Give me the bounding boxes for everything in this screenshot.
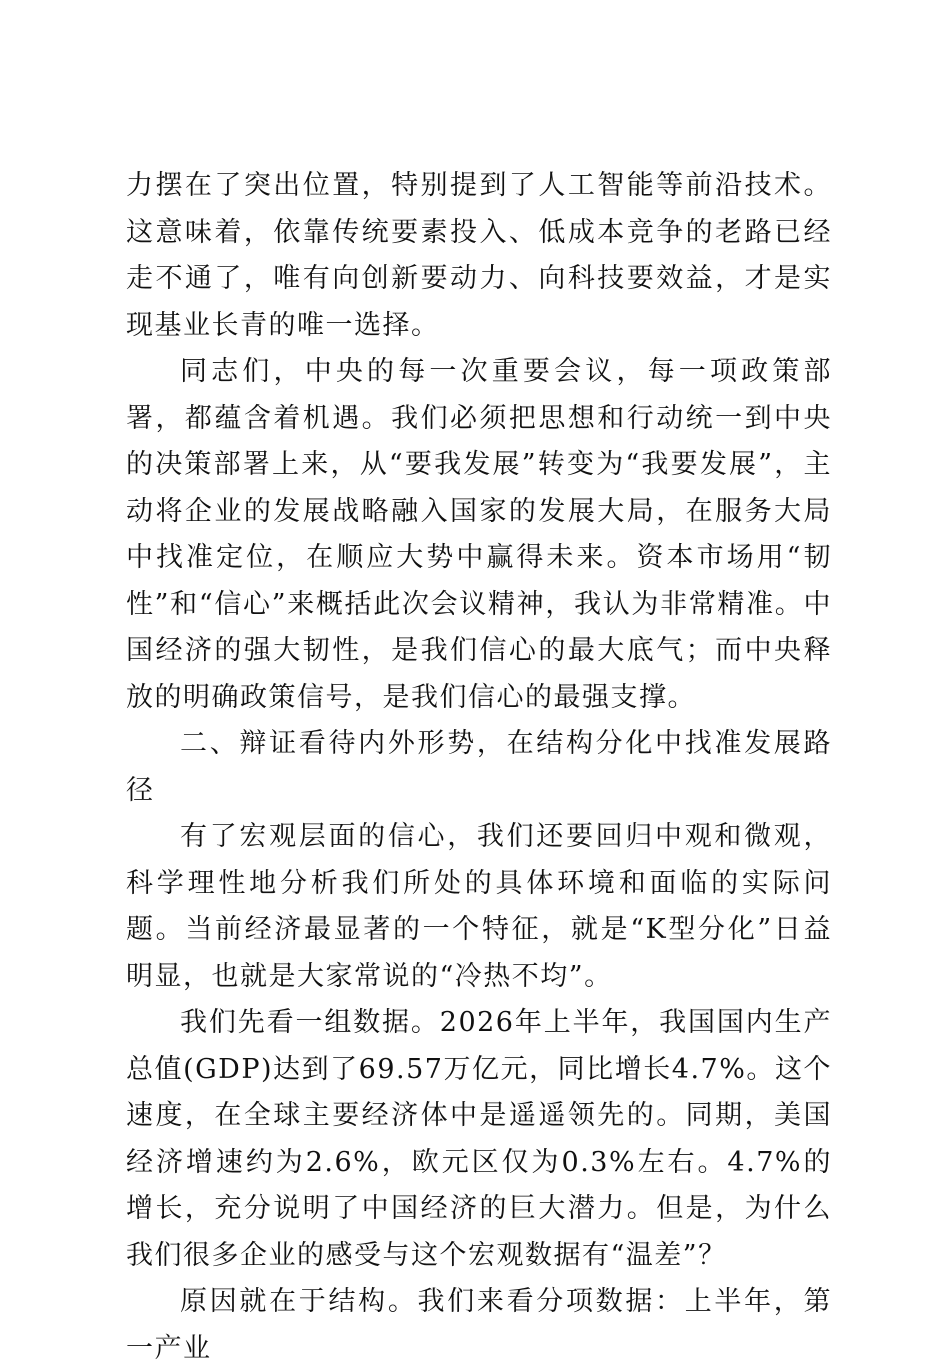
document-body	[126, 163, 832, 1372]
paragraph-5: 原因就在于结构。我们来看分项数据：上半年，第一产业	[126, 1286, 832, 1364]
paragraph-2: 同志们，中央的每一次重要会议，每一项政策部署，都蕴含着机遇。我们必须把思想和行动统一到中央的决策部署上来，从“要我发展”转变为“我要发展”，主动将企业的发展战略融入国家的发展大局，在服务大局中找准定位，在顺应大势中赢得未来。资本市场用“韧性”和“信心”来概括此次会议精神，我认为非常精准。中国经济的强大韧性，是我们信心的最大底气；而中央释放的明确政策信号，是我们信心的最强支撑。	[126, 356, 832, 713]
paragraph-3: 有了宏观层面的信心，我们还要回归中观和微观，科学理性地分析我们所处的具体环境和面临的实际问题。当前经济最显著的一个特征，就是“K型分化”日益明显，也就是大家常说的“冷热不均”。	[126, 821, 832, 992]
paragraph-1: 力摆在了突出位置，特别提到了人工智能等前沿技术。这意味着，依靠传统要素投入、低成本竞争的老路已经走不通了，唯有向创新要动力、向科技要效益，才是实现基业长青的唯一选择。	[126, 170, 832, 341]
paragraph-4: 我们先看一组数据。2026年上半年，我国国内生产总值(GDP)达到了69.57万亿元，同比增长4.7%。这个速度，在全球主要经济体中是遥遥领先的。同期，美国经济增速约为2.6%，欧元区仅为0.3%左右。4.7%的增长，充分说明了中国经济的巨大潜力。但是，为什么我们很多企业的感受与这个宏观数据有“温差”？	[126, 1007, 832, 1271]
section-heading: 二、辩证看待内外形势，在结构分化中找准发展路径	[126, 728, 832, 806]
